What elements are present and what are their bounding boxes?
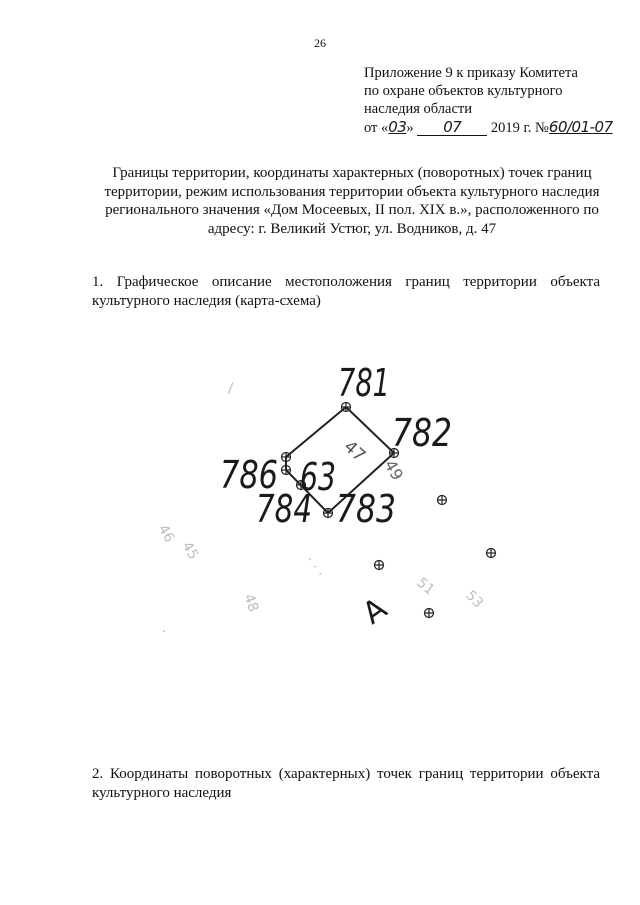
section-1-heading: 1. Графическое описание местоположения границ территории объекта культурного наследия (карта-схема)	[92, 274, 600, 309]
appendix-line-2: по охране объектов культурного	[364, 83, 563, 99]
point-marker-extra-1	[438, 496, 447, 505]
faint-label-46: 46	[154, 522, 178, 546]
point-label-782: 782	[392, 411, 452, 455]
faint-label-51: 51	[413, 574, 438, 599]
point-label-781: 781	[338, 361, 390, 405]
faint-label-53: 53	[462, 587, 487, 612]
map-scheme	[140, 360, 520, 660]
map-scheme-drawing	[140, 360, 520, 660]
faint-label-45: 45	[178, 539, 202, 563]
date-year: 2019 г. №	[490, 120, 549, 136]
faint-label-49: 49	[380, 456, 408, 484]
faint-label-48: 48	[240, 591, 262, 615]
point-label-783: 783	[336, 487, 396, 531]
point-marker-786b	[282, 466, 291, 475]
point-marker-extra-3	[375, 561, 384, 570]
point-label-786: 786	[220, 453, 278, 497]
date-day-close: »	[406, 120, 414, 136]
date-prefix: от «	[364, 120, 389, 136]
point-marker-extra-4	[425, 609, 434, 618]
svg-text:. . .: . . .	[304, 551, 331, 579]
point-marker-783	[324, 509, 333, 518]
point-label-784: 784	[256, 487, 312, 531]
point-marker-786a	[282, 453, 291, 462]
appendix-header	[364, 64, 624, 137]
svg-text:.: .	[162, 620, 167, 636]
point-label-63: 63	[300, 455, 336, 499]
point-marker-extra-2	[487, 549, 496, 558]
section-2-heading: 2. Координаты поворотных (характерных) точек границ территории объекта культурного наследия	[92, 766, 600, 801]
date-day: 03	[388, 118, 407, 136]
document-title: Границы территории, координаты характерных (поворотных) точек границ территории, режим использования территории объекта культурного наследия регионального значения «Дом Мосеевых, II пол. XIX в.», расположенного по адресу: г. Великий Устюг, ул. Водников, д. 47	[104, 165, 600, 237]
appendix-date-line	[364, 118, 624, 137]
svg-text:\: \	[223, 380, 238, 397]
appendix-line-3: наследия области	[364, 101, 473, 117]
page-number: 26	[314, 36, 326, 50]
side-letter: А	[356, 591, 394, 632]
appendix-line-1: Приложение 9 к приказу Комитета	[364, 65, 578, 81]
inner-label-47: 47	[339, 436, 370, 467]
order-number: 60/01-07	[548, 118, 613, 136]
date-month: 07	[417, 119, 487, 136]
